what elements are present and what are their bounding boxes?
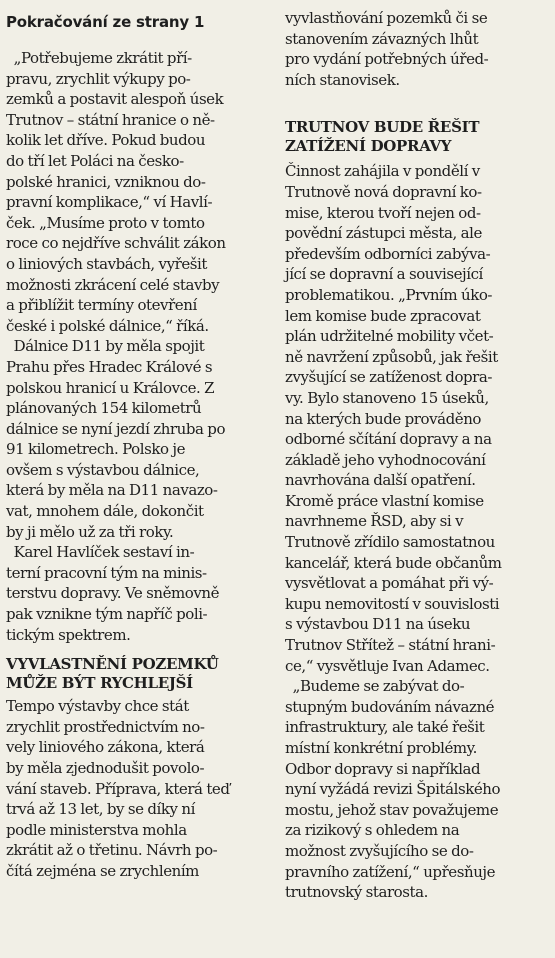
- text-line-31: nyní vyžádá revizi Špitálského: [285, 780, 501, 799]
- text-line-21: vysvětlovat a pomáhat při vý-: [285, 574, 494, 593]
- text-line-21: ovšem s výstavbou dálnice,: [6, 460, 200, 479]
- heading-line-1: VYVLASTNĚNÍ POZEMKŮ: [6, 655, 219, 674]
- text-line-8: pravní komplikace,“ ví Havlí-: [6, 193, 213, 212]
- text-line-3: pro vydání potřebných úřed-: [285, 50, 489, 69]
- heading-line-2: MŮŽE BÝT RYCHLEJŠÍ: [6, 674, 193, 693]
- text-line-33: za rizikový s ohledem na: [285, 821, 460, 840]
- section-heading-expropriation: [6, 655, 268, 693]
- text-line-10: roce co nejdříve schválit zákon: [6, 234, 226, 253]
- text-line-16: navrhována další opatření.: [285, 471, 476, 490]
- text-line-20: kancelář, která bude občanům: [285, 553, 502, 572]
- text-line-18: plánovaných 154 kilometrů: [6, 399, 202, 418]
- text-line-22: kupu nemovitostí v souvislosti: [285, 594, 500, 613]
- text-line-19: dálnice se nyní jezdí zhruba po: [6, 419, 226, 438]
- heading-line-1: TRUTNOV BUDE ŘEŠIT: [285, 118, 480, 137]
- text-line-20: 91 kilometrech. Polsko je: [6, 440, 186, 459]
- text-line-4: Trutnov – státní hranice o ně-: [6, 110, 215, 129]
- text-line-26: terní pracovní tým na minis-: [6, 563, 207, 582]
- text-line-18: navrhneme ŘSD, aby si v: [285, 512, 464, 531]
- text-line-17: polskou hranicí u Královce. Z: [6, 378, 215, 397]
- text-line-17: Kromě práce vlastní komise: [285, 491, 484, 510]
- text-line-4: by měla zjednodušit povolo-: [6, 759, 205, 777]
- text-line-12: vy. Bylo stanoveno 15 úseků,: [285, 388, 489, 407]
- text-line-15: Dálnice D11 by měla spojit: [6, 337, 205, 356]
- text-line-6: trvá až 13 let, by se díky ní: [6, 800, 195, 819]
- text-line-10: ně navržení způsobů, jak řešit: [285, 347, 498, 366]
- text-line-16: Prahu přes Hradec Králové s: [6, 357, 213, 376]
- text-line-27: stupným budováním návazné: [285, 697, 495, 716]
- text-line-3: vely liniového zákona, která: [6, 738, 205, 757]
- text-line-11: zvyšující se zatíženost dopra-: [285, 368, 493, 387]
- text-line-2: zrychlit prostřednictvím no-: [6, 717, 205, 736]
- text-line-12: možnosti zkrácení celé stavby: [6, 275, 220, 294]
- text-line-11: o liniových stavbách, vyřešit: [6, 254, 207, 273]
- text-line-2: pravu, zrychlit výkupy po-: [6, 69, 191, 88]
- right-column: [285, 0, 551, 903]
- expropriation-text: [6, 696, 268, 881]
- text-line-22: která by měla na D11 navazo-: [6, 481, 218, 500]
- text-line-7: problematikou. „Prvním úko-: [285, 285, 493, 304]
- text-line-7: polské hranici, vzniknou do-: [6, 172, 206, 191]
- text-line-5: kolik let dříve. Pokud budou: [6, 131, 206, 150]
- text-line-2: stanovením závazných lhůt: [285, 29, 479, 48]
- text-line-7: podle ministerstva mohla: [6, 820, 187, 839]
- text-line-3: zemků a postavit alespoň úsek: [6, 90, 224, 109]
- text-line-6: jící se dopravní a související: [285, 265, 483, 284]
- continuation-kicker: Pokračování ze strany 1: [6, 13, 205, 31]
- text-line-5: vání staveb. Příprava, která teď: [6, 779, 230, 798]
- text-line-2: Trutnově nová dopravní ko-: [285, 182, 482, 201]
- text-line-19: Trutnově zřídilo samostatnou: [285, 533, 495, 552]
- text-line-28: infrastruktury, ale také řešit: [285, 718, 485, 737]
- text-line-26: „Budeme se zabývat do-: [285, 677, 465, 696]
- text-line-25: Karel Havlíček sestaví in-: [6, 543, 195, 562]
- continued-text: [285, 8, 551, 90]
- text-line-9: plán udržitelné mobility včet-: [285, 327, 494, 346]
- text-line-14: odborné sčítání dopravy a na: [285, 430, 492, 449]
- section-heading-trutnov-traffic: [285, 118, 551, 156]
- text-line-3: mise, kterou tvoří nejen od-: [285, 203, 481, 222]
- text-line-27: terstvu dopravy. Ve sněmovně: [6, 584, 220, 603]
- text-line-23: s výstavbou D11 na úseku: [285, 615, 471, 634]
- text-line-5: především odborníci zabýva-: [285, 244, 491, 263]
- text-line-23: vat, mnohem dále, dokončit: [6, 502, 204, 521]
- text-line-13: na kterých bude prováděno: [285, 409, 481, 428]
- text-line-1: Tempo výstavby chce stát: [6, 697, 189, 716]
- heading-line-2: ZATÍŽENÍ DOPRAVY: [285, 137, 452, 156]
- text-line-4: ních stanovisek.: [285, 70, 400, 89]
- text-line-24: by ji mělo už za tři roky.: [6, 522, 174, 541]
- text-line-34: možnost zvyšujícího se do-: [285, 841, 474, 860]
- text-line-13: a přiblížit termíny otevření: [6, 296, 197, 315]
- text-line-35: pravního zatížení,“ upřesňuje: [285, 862, 496, 881]
- text-line-30: Odbor dopravy si například: [285, 759, 481, 778]
- text-line-32: mostu, jehož stav považujeme: [285, 800, 499, 819]
- text-line-6: do tří let Poláci na česko-: [6, 151, 184, 170]
- left-column: [6, 0, 268, 882]
- text-line-8: lem komise bude zpracovat: [285, 306, 481, 325]
- text-line-24: Trutnov Střítež – státní hrani-: [285, 636, 496, 655]
- text-line-4: povědní zástupci města, ale: [285, 224, 482, 243]
- text-line-29: místní konkrétní problémy.: [285, 739, 477, 757]
- text-line-1: vyvlastňování pozemků či se: [285, 9, 488, 27]
- trutnov-traffic-text: [285, 161, 551, 902]
- text-line-15: základě jeho vyhodnocování: [285, 450, 486, 469]
- text-line-14: české i polské dálnice,“ říká.: [6, 316, 209, 335]
- text-line-25: ce,“ vysvětluje Ivan Adamec.: [285, 656, 490, 675]
- intro-text: [6, 48, 268, 645]
- text-line-1: „Potřebujeme zkrátit pří-: [6, 49, 192, 67]
- text-line-9: čítá zejména se zrychlením: [6, 861, 199, 880]
- text-line-29: tickým spektrem.: [6, 625, 131, 644]
- text-line-1: Činnost zahájila v pondělí v: [285, 162, 480, 181]
- text-line-28: pak vznikne tým napříč poli-: [6, 605, 208, 624]
- text-line-36: trutnovský starosta.: [285, 883, 428, 902]
- text-line-8: zkrátit až o třetinu. Návrh po-: [6, 841, 218, 860]
- text-line-9: ček. „Musíme proto v tomto: [6, 213, 205, 232]
